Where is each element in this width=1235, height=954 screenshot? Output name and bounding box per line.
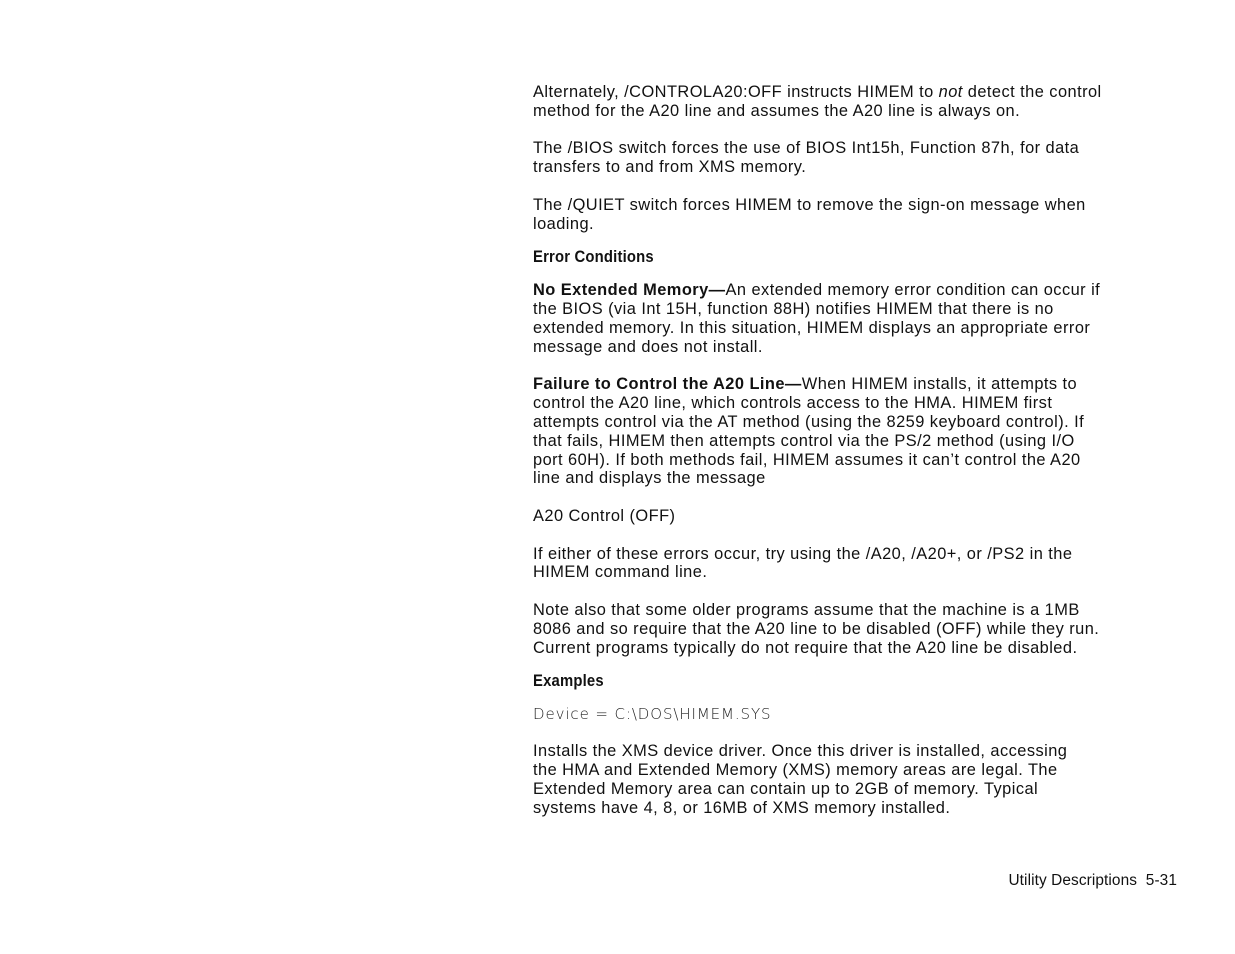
paragraph-quiet-switch: The /QUIET switch forces HIMEM to remove the sign-on message when loading. [533, 195, 1086, 233]
paragraph-controla20-text-b: detect the control method for the A20 line and assumes the A20 line is always on. [533, 83, 1102, 120]
code-example-device-line: Device = C:\DOS\HIMEM.SYS [533, 705, 772, 724]
heading-examples: Examples [533, 672, 604, 691]
paragraph-a20-failure [533, 375, 1188, 488]
paragraph-no-extended-memory [533, 281, 1188, 356]
paragraph-installs-xms: Installs the XMS device driver. Once this driver is installed, accessing the HMA and Extended Memory (XMS) memory areas are legal. The Extended Memory area can contain up to 2GB of memory. Typical systems have 4, 8, or 16MB of XMS memory installed. [533, 742, 1068, 817]
paragraph-a20-failure-lead: Failure to Control the A20 Line— [533, 375, 802, 394]
paragraph-controla20 [533, 83, 1188, 121]
heading-error-conditions: Error Conditions [533, 248, 654, 267]
paragraph-no-extended-memory-lead: No Extended Memory— [533, 281, 726, 300]
paragraph-older-programs-note: Note also that some older programs assume that the machine is a 1MB 8086 and so require that the A20 line to be disabled (OFF) while they run. Current programs typically do not require that the A20 line be disabled. [533, 600, 1100, 657]
paragraph-a20-control-message: A20 Control (OFF) [533, 506, 676, 525]
page-footer: Utility Descriptions 5-31 [1008, 872, 1177, 889]
paragraph-controla20-text-a: Alternately, /CONTROLA20:OFF instructs HIMEM to [533, 83, 939, 101]
paragraph-bios-switch: The /BIOS switch forces the use of BIOS Int15h, Function 87h, for data transfers to and from XMS memory. [533, 139, 1080, 177]
paragraph-a20-failure-text: When HIMEM installs, it attempts to control the A20 line, which controls access to the HMA. HIMEM first attempts control via the AT method (using the 8259 keyboard control). If that fails, HIMEM then attempts control via the PS/2 method (using I/O port 60H). If both methods fail, HIMEM assumes it can’t control the A20 line and displays the message [533, 375, 1085, 488]
document-page [533, 83, 1188, 817]
paragraph-no-extended-memory-text: An extended memory error condition can occur if the BIOS (via Int 15H, function 88H) notifies HIMEM that there is no extended memory. In this situation, HIMEM displays an appropriate error message and does not install. [533, 281, 1101, 356]
emphasis-not: not [938, 83, 963, 101]
paragraph-try-switches: If either of these errors occur, try using the /A20, /A20+, or /PS2 in the HIMEM command line. [533, 544, 1073, 582]
